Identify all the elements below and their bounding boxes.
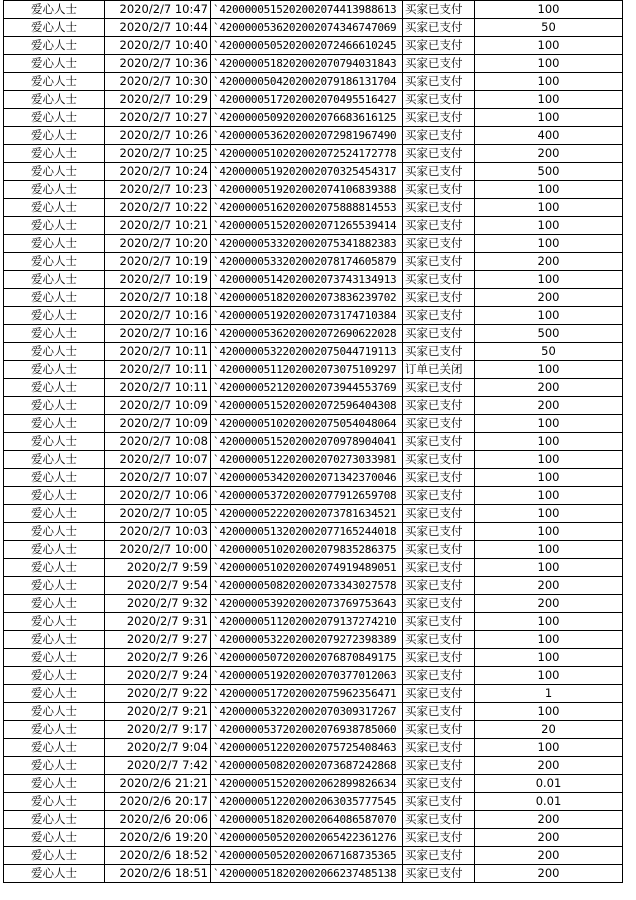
- order-status-cell: 买家已支付: [403, 307, 475, 325]
- table-row: [4, 397, 623, 415]
- table-row: [4, 757, 623, 775]
- amount-cell: 200: [475, 289, 623, 307]
- order-status-cell: 买家已支付: [403, 37, 475, 55]
- order-status-cell: 订单已关闭: [403, 361, 475, 379]
- donor-name-cell: 爱心人士: [4, 37, 105, 55]
- order-status-cell: 买家已支付: [403, 109, 475, 127]
- order-id-cell: `4200000532202002070309317267: [211, 703, 403, 721]
- payment-time-cell: 2020/2/7 10:16: [105, 307, 211, 325]
- donor-name-cell: 爱心人士: [4, 667, 105, 685]
- order-id-cell: `4200000510202002074919489051: [211, 559, 403, 577]
- table-row: [4, 271, 623, 289]
- donor-name-cell: 爱心人士: [4, 865, 105, 883]
- donation-table: [3, 0, 623, 883]
- donor-name-cell: 爱心人士: [4, 541, 105, 559]
- donor-name-cell: 爱心人士: [4, 631, 105, 649]
- order-id-cell: `4200000509202002076683616125: [211, 109, 403, 127]
- donor-name-cell: 爱心人士: [4, 271, 105, 289]
- table-row: [4, 145, 623, 163]
- order-id-cell: `4200000515202002062899826634: [211, 775, 403, 793]
- order-status-cell: 买家已支付: [403, 757, 475, 775]
- table-row: [4, 235, 623, 253]
- donor-name-cell: 爱心人士: [4, 649, 105, 667]
- table-row: [4, 181, 623, 199]
- amount-cell: 100: [475, 541, 623, 559]
- order-status-cell: 买家已支付: [403, 703, 475, 721]
- payment-time-cell: 2020/2/7 10:21: [105, 217, 211, 235]
- table-row: [4, 775, 623, 793]
- order-status-cell: 买家已支付: [403, 415, 475, 433]
- amount-cell: 1: [475, 685, 623, 703]
- amount-cell: 100: [475, 91, 623, 109]
- order-id-cell: `4200000515202002074413988613: [211, 1, 403, 19]
- order-status-cell: 买家已支付: [403, 577, 475, 595]
- payment-time-cell: 2020/2/7 9:27: [105, 631, 211, 649]
- payment-time-cell: 2020/2/7 9:04: [105, 739, 211, 757]
- table-row: [4, 1, 623, 19]
- amount-cell: 100: [475, 469, 623, 487]
- order-status-cell: 买家已支付: [403, 19, 475, 37]
- payment-time-cell: 2020/2/7 10:22: [105, 199, 211, 217]
- order-id-cell: `4200000505202002065422361276: [211, 829, 403, 847]
- order-id-cell: `4200000508202002073343027578: [211, 577, 403, 595]
- amount-cell: 100: [475, 235, 623, 253]
- table-row: [4, 649, 623, 667]
- amount-cell: 100: [475, 487, 623, 505]
- payment-time-cell: 2020/2/7 10:00: [105, 541, 211, 559]
- payment-time-cell: 2020/2/7 9:22: [105, 685, 211, 703]
- order-status-cell: 买家已支付: [403, 217, 475, 235]
- payment-time-cell: 2020/2/6 20:17: [105, 793, 211, 811]
- donor-name-cell: 爱心人士: [4, 289, 105, 307]
- amount-cell: 100: [475, 415, 623, 433]
- table-row: [4, 505, 623, 523]
- order-status-cell: 买家已支付: [403, 541, 475, 559]
- order-status-cell: 买家已支付: [403, 505, 475, 523]
- order-status-cell: 买家已支付: [403, 397, 475, 415]
- amount-cell: 100: [475, 613, 623, 631]
- payment-time-cell: 2020/2/7 10:19: [105, 253, 211, 271]
- payment-time-cell: 2020/2/7 9:21: [105, 703, 211, 721]
- payment-time-cell: 2020/2/7 10:06: [105, 487, 211, 505]
- payment-time-cell: 2020/2/7 10:08: [105, 433, 211, 451]
- donor-name-cell: 爱心人士: [4, 253, 105, 271]
- order-status-cell: 买家已支付: [403, 811, 475, 829]
- table-row: [4, 217, 623, 235]
- donor-name-cell: 爱心人士: [4, 199, 105, 217]
- amount-cell: 500: [475, 163, 623, 181]
- payment-time-cell: 2020/2/6 21:21: [105, 775, 211, 793]
- table-row: [4, 541, 623, 559]
- order-id-cell: `4200000517202002075962356471: [211, 685, 403, 703]
- amount-cell: 100: [475, 217, 623, 235]
- amount-cell: 0.01: [475, 793, 623, 811]
- payment-time-cell: 2020/2/7 9:54: [105, 577, 211, 595]
- order-status-cell: 买家已支付: [403, 253, 475, 271]
- donor-name-cell: 爱心人士: [4, 793, 105, 811]
- order-status-cell: 买家已支付: [403, 145, 475, 163]
- order-id-cell: `4200000513202002077165244018: [211, 523, 403, 541]
- order-id-cell: `4200000510202002072524172778: [211, 145, 403, 163]
- donor-name-cell: 爱心人士: [4, 451, 105, 469]
- donor-name-cell: 爱心人士: [4, 469, 105, 487]
- payment-time-cell: 2020/2/7 10:40: [105, 37, 211, 55]
- donor-name-cell: 爱心人士: [4, 1, 105, 19]
- table-row: [4, 631, 623, 649]
- payment-time-cell: 2020/2/7 10:03: [105, 523, 211, 541]
- payment-time-cell: 2020/2/7 10:05: [105, 505, 211, 523]
- order-status-cell: 买家已支付: [403, 865, 475, 883]
- order-status-cell: 买家已支付: [403, 559, 475, 577]
- table-row: [4, 613, 623, 631]
- order-id-cell: `4200000508202002073687242868: [211, 757, 403, 775]
- table-row: [4, 487, 623, 505]
- amount-cell: 100: [475, 649, 623, 667]
- order-id-cell: `4200000517202002070495516427: [211, 91, 403, 109]
- order-status-cell: 买家已支付: [403, 451, 475, 469]
- order-id-cell: `4200000510202002075054048064: [211, 415, 403, 433]
- amount-cell: 100: [475, 109, 623, 127]
- donor-name-cell: 爱心人士: [4, 829, 105, 847]
- order-id-cell: `4200000515202002072596404308: [211, 397, 403, 415]
- payment-time-cell: 2020/2/7 10:25: [105, 145, 211, 163]
- order-status-cell: 买家已支付: [403, 523, 475, 541]
- donor-name-cell: 爱心人士: [4, 235, 105, 253]
- payment-time-cell: 2020/2/7 10:23: [105, 181, 211, 199]
- order-status-cell: 买家已支付: [403, 325, 475, 343]
- order-id-cell: `4200000505202002067168735365: [211, 847, 403, 865]
- table-row: [4, 595, 623, 613]
- order-id-cell: `4200000512202002063035777545: [211, 793, 403, 811]
- amount-cell: 200: [475, 253, 623, 271]
- donor-name-cell: 爱心人士: [4, 757, 105, 775]
- donor-name-cell: 爱心人士: [4, 703, 105, 721]
- table-row: [4, 109, 623, 127]
- amount-cell: 100: [475, 1, 623, 19]
- donor-name-cell: 爱心人士: [4, 109, 105, 127]
- table-row: [4, 127, 623, 145]
- order-status-cell: 买家已支付: [403, 1, 475, 19]
- order-id-cell: `4200000505202002072466610245: [211, 37, 403, 55]
- table-row: [4, 469, 623, 487]
- donor-name-cell: 爱心人士: [4, 523, 105, 541]
- table-row: [4, 739, 623, 757]
- order-status-cell: 买家已支付: [403, 55, 475, 73]
- order-status-cell: 买家已支付: [403, 667, 475, 685]
- order-id-cell: `4200000519202002070377012063: [211, 667, 403, 685]
- donor-name-cell: 爱心人士: [4, 685, 105, 703]
- order-id-cell: `4200000518202002073836239702: [211, 289, 403, 307]
- amount-cell: 100: [475, 433, 623, 451]
- amount-cell: 100: [475, 703, 623, 721]
- order-id-cell: `4200000533202002075341882383: [211, 235, 403, 253]
- amount-cell: 100: [475, 199, 623, 217]
- donation-table-body: [4, 1, 623, 883]
- order-id-cell: `4200000518202002064086587070: [211, 811, 403, 829]
- donor-name-cell: 爱心人士: [4, 775, 105, 793]
- amount-cell: 200: [475, 145, 623, 163]
- order-status-cell: 买家已支付: [403, 829, 475, 847]
- donor-name-cell: 爱心人士: [4, 559, 105, 577]
- order-id-cell: `4200000504202002079186131704: [211, 73, 403, 91]
- payment-time-cell: 2020/2/7 9:59: [105, 559, 211, 577]
- payment-time-cell: 2020/2/7 10:07: [105, 469, 211, 487]
- order-status-cell: 买家已支付: [403, 487, 475, 505]
- table-row: [4, 829, 623, 847]
- payment-time-cell: 2020/2/7 10:07: [105, 451, 211, 469]
- table-row: [4, 343, 623, 361]
- order-id-cell: `4200000507202002076870849175: [211, 649, 403, 667]
- donor-name-cell: 爱心人士: [4, 55, 105, 73]
- payment-time-cell: 2020/2/7 10:11: [105, 379, 211, 397]
- donor-name-cell: 爱心人士: [4, 163, 105, 181]
- order-id-cell: `4200000518202002066237485138: [211, 865, 403, 883]
- payment-time-cell: 2020/2/7 7:42: [105, 757, 211, 775]
- order-id-cell: `4200000537202002076938785060: [211, 721, 403, 739]
- donor-name-cell: 爱心人士: [4, 145, 105, 163]
- table-row: [4, 163, 623, 181]
- amount-cell: 100: [475, 307, 623, 325]
- payment-time-cell: 2020/2/7 10:09: [105, 397, 211, 415]
- donor-name-cell: 爱心人士: [4, 397, 105, 415]
- payment-time-cell: 2020/2/7 9:31: [105, 613, 211, 631]
- donor-name-cell: 爱心人士: [4, 379, 105, 397]
- table-row: [4, 793, 623, 811]
- table-row: [4, 379, 623, 397]
- amount-cell: 200: [475, 757, 623, 775]
- donor-name-cell: 爱心人士: [4, 487, 105, 505]
- amount-cell: 100: [475, 631, 623, 649]
- donor-name-cell: 爱心人士: [4, 739, 105, 757]
- amount-cell: 100: [475, 37, 623, 55]
- table-row: [4, 451, 623, 469]
- order-id-cell: `4200000516202002075888814553: [211, 199, 403, 217]
- order-status-cell: 买家已支付: [403, 613, 475, 631]
- payment-time-cell: 2020/2/7 10:26: [105, 127, 211, 145]
- payment-time-cell: 2020/2/7 10:19: [105, 271, 211, 289]
- amount-cell: 100: [475, 55, 623, 73]
- table-row: [4, 55, 623, 73]
- order-id-cell: `4200000532202002079272398389: [211, 631, 403, 649]
- table-row: [4, 847, 623, 865]
- order-id-cell: `4200000521202002073944553769: [211, 379, 403, 397]
- table-row: [4, 577, 623, 595]
- order-status-cell: 买家已支付: [403, 685, 475, 703]
- payment-time-cell: 2020/2/7 9:26: [105, 649, 211, 667]
- amount-cell: 100: [475, 505, 623, 523]
- order-status-cell: 买家已支付: [403, 433, 475, 451]
- order-status-cell: 买家已支付: [403, 73, 475, 91]
- payment-time-cell: 2020/2/7 9:17: [105, 721, 211, 739]
- order-status-cell: 买家已支付: [403, 469, 475, 487]
- order-status-cell: 买家已支付: [403, 721, 475, 739]
- table-row: [4, 865, 623, 883]
- donor-name-cell: 爱心人士: [4, 595, 105, 613]
- payment-time-cell: 2020/2/7 9:32: [105, 595, 211, 613]
- amount-cell: 100: [475, 361, 623, 379]
- amount-cell: 100: [475, 559, 623, 577]
- amount-cell: 100: [475, 739, 623, 757]
- payment-time-cell: 2020/2/7 10:44: [105, 19, 211, 37]
- order-id-cell: `4200000514202002073743134913: [211, 271, 403, 289]
- order-id-cell: `4200000536202002074346747069: [211, 19, 403, 37]
- amount-cell: 100: [475, 73, 623, 91]
- order-status-cell: 买家已支付: [403, 127, 475, 145]
- donor-name-cell: 爱心人士: [4, 127, 105, 145]
- payment-time-cell: 2020/2/6 18:51: [105, 865, 211, 883]
- amount-cell: 500: [475, 325, 623, 343]
- table-row: [4, 811, 623, 829]
- donor-name-cell: 爱心人士: [4, 577, 105, 595]
- amount-cell: 100: [475, 181, 623, 199]
- amount-cell: 100: [475, 667, 623, 685]
- table-row: [4, 91, 623, 109]
- order-id-cell: `4200000519202002070325454317: [211, 163, 403, 181]
- order-id-cell: `4200000512202002070273033981: [211, 451, 403, 469]
- donor-name-cell: 爱心人士: [4, 721, 105, 739]
- order-id-cell: `4200000536202002072690622028: [211, 325, 403, 343]
- order-status-cell: 买家已支付: [403, 775, 475, 793]
- table-row: [4, 289, 623, 307]
- order-status-cell: 买家已支付: [403, 235, 475, 253]
- amount-cell: 200: [475, 847, 623, 865]
- order-status-cell: 买家已支付: [403, 289, 475, 307]
- payment-time-cell: 2020/2/7 10:11: [105, 343, 211, 361]
- table-row: [4, 703, 623, 721]
- order-status-cell: 买家已支付: [403, 793, 475, 811]
- payment-time-cell: 2020/2/7 10:09: [105, 415, 211, 433]
- table-row: [4, 253, 623, 271]
- payment-time-cell: 2020/2/7 10:30: [105, 73, 211, 91]
- amount-cell: 200: [475, 577, 623, 595]
- payment-time-cell: 2020/2/6 18:52: [105, 847, 211, 865]
- amount-cell: 100: [475, 271, 623, 289]
- donor-name-cell: 爱心人士: [4, 505, 105, 523]
- order-id-cell: `4200000539202002073769753643: [211, 595, 403, 613]
- table-row: [4, 721, 623, 739]
- amount-cell: 200: [475, 829, 623, 847]
- donor-name-cell: 爱心人士: [4, 307, 105, 325]
- amount-cell: 400: [475, 127, 623, 145]
- donor-name-cell: 爱心人士: [4, 415, 105, 433]
- payment-time-cell: 2020/2/7 10:27: [105, 109, 211, 127]
- order-status-cell: 买家已支付: [403, 631, 475, 649]
- donor-name-cell: 爱心人士: [4, 361, 105, 379]
- order-status-cell: 买家已支付: [403, 91, 475, 109]
- payment-time-cell: 2020/2/7 10:20: [105, 235, 211, 253]
- order-id-cell: `4200000515202002070978904041: [211, 433, 403, 451]
- table-row: [4, 361, 623, 379]
- table-row: [4, 415, 623, 433]
- table-row: [4, 19, 623, 37]
- order-id-cell: `4200000511202002079137274210: [211, 613, 403, 631]
- order-status-cell: 买家已支付: [403, 271, 475, 289]
- donor-name-cell: 爱心人士: [4, 325, 105, 343]
- payment-time-cell: 2020/2/7 10:29: [105, 91, 211, 109]
- amount-cell: 50: [475, 343, 623, 361]
- payment-time-cell: 2020/2/7 10:47: [105, 1, 211, 19]
- donor-name-cell: 爱心人士: [4, 811, 105, 829]
- amount-cell: 100: [475, 451, 623, 469]
- order-id-cell: `4200000519202002073174710384: [211, 307, 403, 325]
- donor-name-cell: 爱心人士: [4, 847, 105, 865]
- amount-cell: 50: [475, 19, 623, 37]
- amount-cell: 200: [475, 865, 623, 883]
- order-id-cell: `4200000522202002073781634521: [211, 505, 403, 523]
- order-status-cell: 买家已支付: [403, 181, 475, 199]
- order-id-cell: `4200000537202002077912659708: [211, 487, 403, 505]
- table-row: [4, 523, 623, 541]
- table-row: [4, 433, 623, 451]
- payment-time-cell: 2020/2/6 19:20: [105, 829, 211, 847]
- order-id-cell: `4200000519202002074106839388: [211, 181, 403, 199]
- order-status-cell: 买家已支付: [403, 379, 475, 397]
- order-status-cell: 买家已支付: [403, 199, 475, 217]
- table-row: [4, 559, 623, 577]
- order-id-cell: `4200000518202002070794031843: [211, 55, 403, 73]
- amount-cell: 200: [475, 379, 623, 397]
- table-row: [4, 685, 623, 703]
- order-id-cell: `4200000511202002073075109297: [211, 361, 403, 379]
- order-id-cell: `4200000532202002075044719113: [211, 343, 403, 361]
- payment-time-cell: 2020/2/7 10:24: [105, 163, 211, 181]
- order-id-cell: `4200000512202002075725408463: [211, 739, 403, 757]
- table-row: [4, 307, 623, 325]
- amount-cell: 200: [475, 811, 623, 829]
- donor-name-cell: 爱心人士: [4, 181, 105, 199]
- amount-cell: 20: [475, 721, 623, 739]
- order-id-cell: `4200000536202002072981967490: [211, 127, 403, 145]
- order-status-cell: 买家已支付: [403, 847, 475, 865]
- donor-name-cell: 爱心人士: [4, 91, 105, 109]
- donor-name-cell: 爱心人士: [4, 217, 105, 235]
- order-id-cell: `4200000533202002078174605879: [211, 253, 403, 271]
- amount-cell: 100: [475, 523, 623, 541]
- amount-cell: 0.01: [475, 775, 623, 793]
- donor-name-cell: 爱心人士: [4, 73, 105, 91]
- table-row: [4, 73, 623, 91]
- donor-name-cell: 爱心人士: [4, 433, 105, 451]
- order-status-cell: 买家已支付: [403, 343, 475, 361]
- table-row: [4, 667, 623, 685]
- donor-name-cell: 爱心人士: [4, 343, 105, 361]
- amount-cell: 200: [475, 595, 623, 613]
- payment-time-cell: 2020/2/7 10:36: [105, 55, 211, 73]
- table-row: [4, 199, 623, 217]
- payment-time-cell: 2020/2/7 10:18: [105, 289, 211, 307]
- order-id-cell: `4200000510202002079835286375: [211, 541, 403, 559]
- order-status-cell: 买家已支付: [403, 163, 475, 181]
- order-status-cell: 买家已支付: [403, 595, 475, 613]
- donor-name-cell: 爱心人士: [4, 613, 105, 631]
- payment-time-cell: 2020/2/7 9:24: [105, 667, 211, 685]
- donor-name-cell: 爱心人士: [4, 19, 105, 37]
- table-row: [4, 325, 623, 343]
- order-id-cell: `4200000534202002071342370046: [211, 469, 403, 487]
- payment-time-cell: 2020/2/7 10:11: [105, 361, 211, 379]
- table-row: [4, 37, 623, 55]
- order-id-cell: `4200000515202002071265539414: [211, 217, 403, 235]
- amount-cell: 200: [475, 397, 623, 415]
- payment-time-cell: 2020/2/7 10:16: [105, 325, 211, 343]
- payment-time-cell: 2020/2/6 20:06: [105, 811, 211, 829]
- order-status-cell: 买家已支付: [403, 739, 475, 757]
- order-status-cell: 买家已支付: [403, 649, 475, 667]
